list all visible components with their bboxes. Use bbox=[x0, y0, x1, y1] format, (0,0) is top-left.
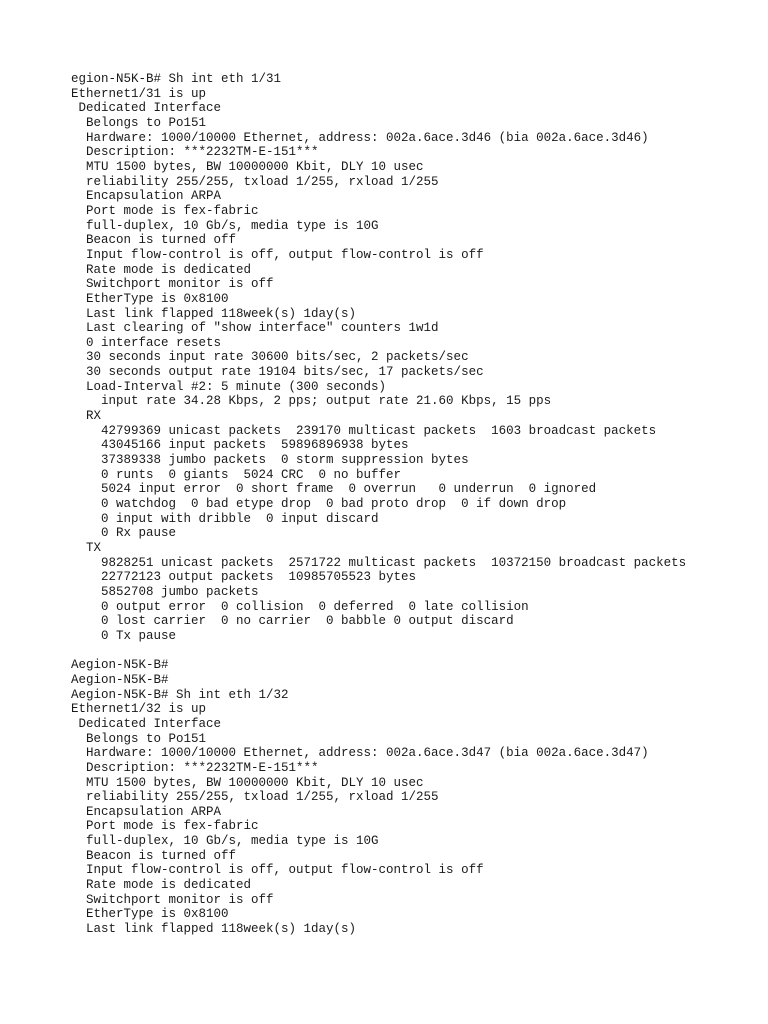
terminal-line: 0 watchdog 0 bad etype drop 0 bad proto drop 0 if down drop bbox=[71, 497, 567, 512]
terminal-line: 9828251 unicast packets 2571722 multicast packets 10372150 broadcast packets bbox=[71, 555, 687, 570]
terminal-line: Encapsulation ARPA bbox=[71, 189, 222, 204]
terminal-line: reliability 255/255, txload 1/255, rxload 1/255 bbox=[71, 174, 439, 189]
terminal-line: Rate mode is dedicated bbox=[71, 262, 252, 277]
terminal-line: 37389338 jumbo packets 0 storm suppression bytes bbox=[71, 453, 469, 468]
terminal-line: MTU 1500 bytes, BW 10000000 Kbit, DLY 10 usec bbox=[71, 775, 424, 790]
terminal-line: 22772123 output packets 10985705523 bytes bbox=[71, 570, 417, 585]
terminal-line: full-duplex, 10 Gb/s, media type is 10G bbox=[71, 218, 379, 233]
terminal-line: egion-N5K-B# Sh int eth 1/31 bbox=[71, 72, 282, 86]
terminal-line: 43045166 input packets 59896896938 bytes bbox=[71, 438, 409, 453]
terminal-line: Belongs to Po151 bbox=[71, 731, 207, 746]
terminal-line: 42799369 unicast packets 239170 multicast packets 1603 broadcast packets bbox=[71, 423, 657, 438]
terminal-line: Input flow-control is off, output flow-control is off bbox=[71, 247, 484, 262]
terminal-line: 0 input with dribble 0 input discard bbox=[71, 511, 379, 526]
terminal-line: Rate mode is dedicated bbox=[71, 878, 252, 893]
terminal-line: Switchport monitor is off bbox=[71, 277, 274, 292]
terminal-line: 5024 input error 0 short frame 0 overrun 0 underrun 0 ignored bbox=[71, 482, 597, 497]
terminal-line: Port mode is fex-fabric bbox=[71, 203, 259, 218]
terminal-line: Last link flapped 118week(s) 1day(s) bbox=[71, 306, 357, 321]
terminal-line: MTU 1500 bytes, BW 10000000 Kbit, DLY 10 usec bbox=[71, 159, 424, 174]
terminal-line: 0 Rx pause bbox=[71, 526, 177, 541]
terminal-line: 5852708 jumbo packets bbox=[71, 584, 259, 599]
terminal-line: 30 seconds output rate 19104 bits/sec, 17 packets/sec bbox=[71, 365, 484, 380]
terminal-line: Last clearing of "show interface" counters 1w1d bbox=[71, 321, 439, 336]
terminal-line: full-duplex, 10 Gb/s, media type is 10G bbox=[71, 834, 379, 849]
terminal-line: Hardware: 1000/10000 Ethernet, address: 002a.6ace.3d47 (bia 002a.6ace.3d47) bbox=[71, 746, 649, 761]
terminal-line: Beacon is turned off bbox=[71, 848, 237, 863]
terminal-line: Beacon is turned off bbox=[71, 233, 237, 248]
terminal-line: Hardware: 1000/10000 Ethernet, address: 002a.6ace.3d46 (bia 002a.6ace.3d46) bbox=[71, 130, 649, 145]
terminal-line: RX bbox=[71, 409, 102, 424]
terminal-line: 0 output error 0 collision 0 deferred 0 late collision bbox=[71, 599, 529, 614]
terminal-line: Last link flapped 118week(s) 1day(s) bbox=[71, 922, 357, 937]
terminal-line: input rate 34.28 Kbps, 2 pps; output rate 21.60 Kbps, 15 pps bbox=[71, 394, 552, 409]
terminal-output bbox=[71, 72, 686, 937]
terminal-line: Ethernet1/32 is up bbox=[71, 702, 207, 717]
terminal-line: 0 runts 0 giants 5024 CRC 0 no buffer bbox=[71, 467, 402, 482]
terminal-line: EtherType is 0x8100 bbox=[71, 907, 229, 922]
terminal-line: 30 seconds input rate 30600 bits/sec, 2 packets/sec bbox=[71, 350, 469, 365]
terminal-line: Dedicated Interface bbox=[71, 716, 222, 731]
terminal-line: Aegion-N5K-B# bbox=[71, 672, 169, 687]
terminal-line: Description: ***2232TM-E-151*** bbox=[71, 145, 319, 160]
terminal-line: Aegion-N5K-B# bbox=[71, 658, 169, 673]
terminal-line: Encapsulation ARPA bbox=[71, 804, 222, 819]
terminal-line: 0 lost carrier 0 no carrier 0 babble 0 output discard bbox=[71, 614, 514, 629]
terminal-line: 0 Tx pause bbox=[71, 628, 177, 643]
terminal-line: TX bbox=[71, 541, 102, 555]
terminal-line: 0 interface resets bbox=[71, 335, 222, 350]
terminal-line: Description: ***2232TM-E-151*** bbox=[71, 760, 319, 775]
terminal-line: Load-Interval #2: 5 minute (300 seconds) bbox=[71, 379, 387, 394]
terminal-line: Ethernet1/31 is up bbox=[71, 86, 207, 101]
terminal-line: Port mode is fex-fabric bbox=[71, 819, 259, 834]
terminal-line: Input flow-control is off, output flow-control is off bbox=[71, 863, 484, 878]
terminal-line: reliability 255/255, txload 1/255, rxload 1/255 bbox=[71, 790, 439, 805]
terminal-line: Belongs to Po151 bbox=[71, 115, 207, 130]
terminal-line: Dedicated Interface bbox=[71, 101, 222, 116]
terminal-line bbox=[71, 644, 686, 659]
terminal-line: EtherType is 0x8100 bbox=[71, 291, 229, 306]
terminal-line: Switchport monitor is off bbox=[71, 892, 274, 907]
terminal-line: Aegion-N5K-B# Sh int eth 1/32 bbox=[71, 687, 289, 702]
